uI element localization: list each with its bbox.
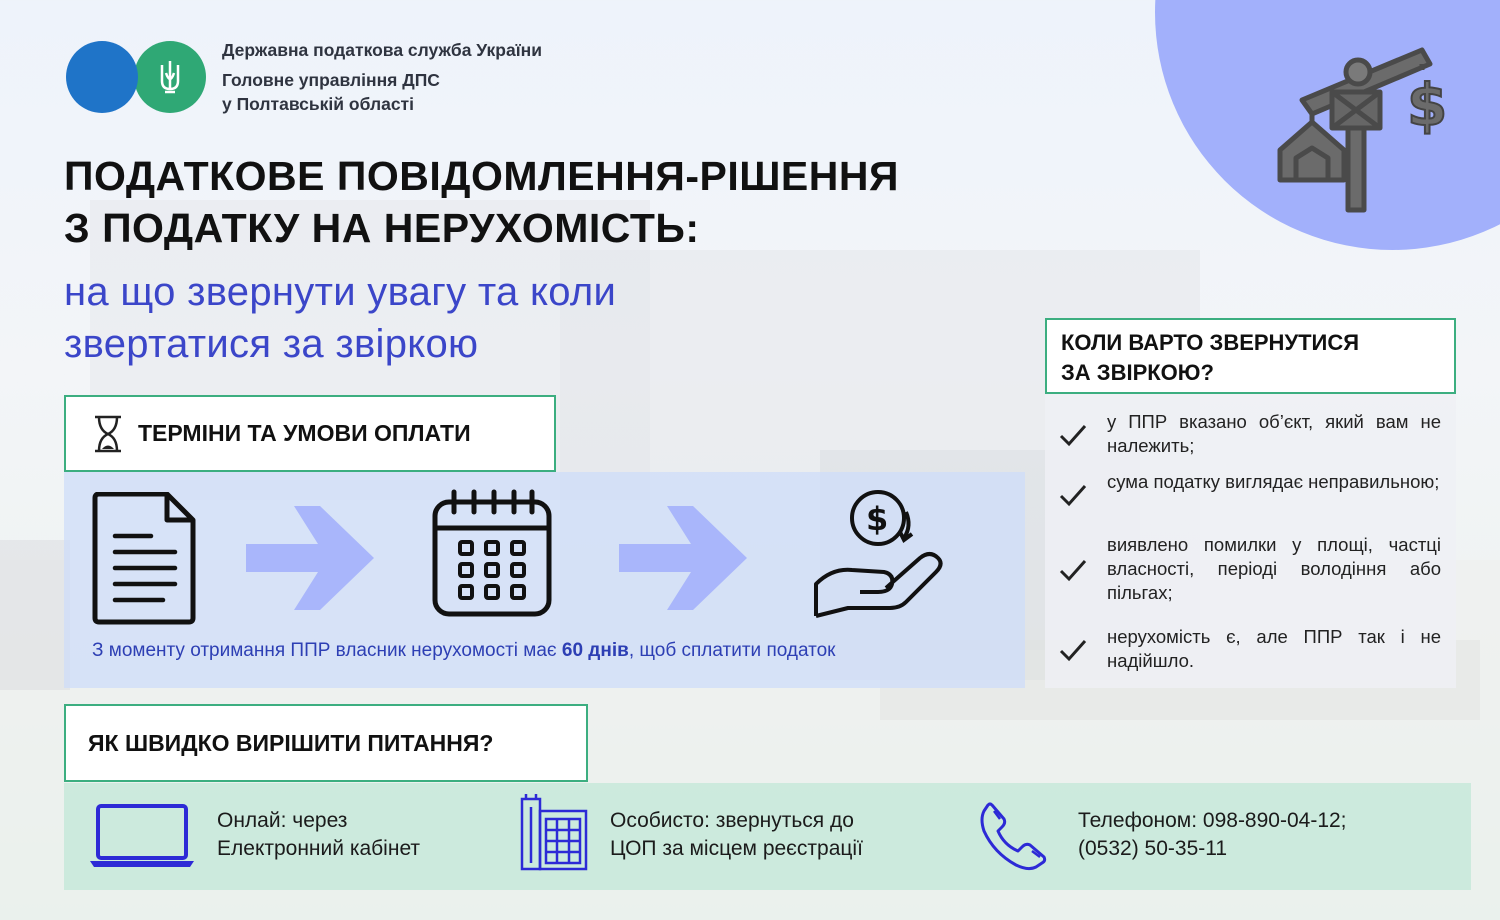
quick-heading-box xyxy=(64,704,588,782)
personal-line-1: Особисто: звернуться до xyxy=(610,809,854,832)
trident-logo xyxy=(134,41,206,113)
check-icon xyxy=(1059,424,1087,448)
personal-line-2: ЦОП за місцем реєстрації xyxy=(610,837,863,860)
contact-phone xyxy=(1078,807,1347,863)
calendar-icon xyxy=(432,488,552,618)
page-title xyxy=(64,150,899,254)
phone-line-2: (0532) 50-35-11 xyxy=(1078,837,1228,860)
title-line-2: З ПОДАТКУ НА НЕРУХОМІСТЬ: xyxy=(64,205,700,251)
header xyxy=(66,38,542,116)
terms-description xyxy=(92,640,836,662)
contact-personal xyxy=(610,807,863,863)
phone-icon xyxy=(978,801,1048,871)
org-line-3: у Полтавській області xyxy=(222,94,414,114)
check-icon xyxy=(1059,639,1087,663)
terms-heading-box xyxy=(64,395,556,472)
online-line-1: Онлай: через xyxy=(217,809,348,832)
terms-panel xyxy=(64,472,1025,688)
when-item-text: нерухомість є, але ППР так і не надійшло. xyxy=(1107,626,1441,671)
office-building-icon xyxy=(519,793,589,871)
when-item-text: сума податку виглядає неправильною; xyxy=(1107,471,1440,492)
contacts-panel xyxy=(64,783,1471,890)
contact-online xyxy=(217,807,420,863)
property-tax-icon xyxy=(1272,30,1452,215)
page-subtitle xyxy=(64,266,616,370)
laptop-icon xyxy=(88,803,196,869)
when-item-text: виявлено помилки у площі, частці власності, періоді володіння або пільгах; xyxy=(1107,534,1441,603)
svg-text:$: $ xyxy=(866,500,889,538)
subtitle-line-1: на що звернути увагу та коли xyxy=(64,270,617,314)
quick-heading: ЯК ШВИДКО ВИРІШИТИ ПИТАННЯ? xyxy=(88,729,494,756)
terms-text-before: З моменту отримання ППР власник нерухомості має xyxy=(92,640,562,661)
dps-logo-blue-circle xyxy=(66,41,138,113)
org-line-1: Державна податкова служба України xyxy=(222,40,542,60)
when-heading-line-2: ЗА ЗВІРКОЮ? xyxy=(1061,360,1214,385)
terms-days: 60 днів xyxy=(561,640,629,661)
when-list xyxy=(1045,394,1456,688)
when-heading-line-1: КОЛИ ВАРТО ЗВЕРНУТИСЯ xyxy=(1061,330,1360,355)
svg-text:$: $ xyxy=(1407,71,1448,139)
online-line-2: Електронний кабінет xyxy=(217,837,421,860)
when-item-text: у ППР вказано об’єкт, який вам не належить; xyxy=(1107,411,1441,456)
arrow-right-icon xyxy=(619,502,747,614)
check-icon xyxy=(1059,484,1087,508)
arrow-right-icon xyxy=(246,502,374,614)
money-hand-icon xyxy=(812,488,948,620)
terms-heading: ТЕРМІНИ ТА УМОВИ ОПЛАТИ xyxy=(138,420,471,446)
when-heading-box xyxy=(1045,318,1456,394)
document-icon xyxy=(91,492,197,626)
trident-icon xyxy=(159,59,181,95)
phone-line-1: Телефоном: 098-890-04-12; xyxy=(1078,809,1347,832)
organization-name xyxy=(222,38,542,116)
check-icon xyxy=(1059,559,1087,583)
hourglass-icon xyxy=(92,414,124,454)
subtitle-line-2: звертатися за звіркою xyxy=(64,322,479,366)
org-line-2: Головне управління ДПС xyxy=(222,70,440,90)
title-line-1: ПОДАТКОВЕ ПОВІДОМЛЕННЯ-РІШЕННЯ xyxy=(64,153,899,199)
terms-text-after: , щоб сплатити податок xyxy=(628,640,836,661)
